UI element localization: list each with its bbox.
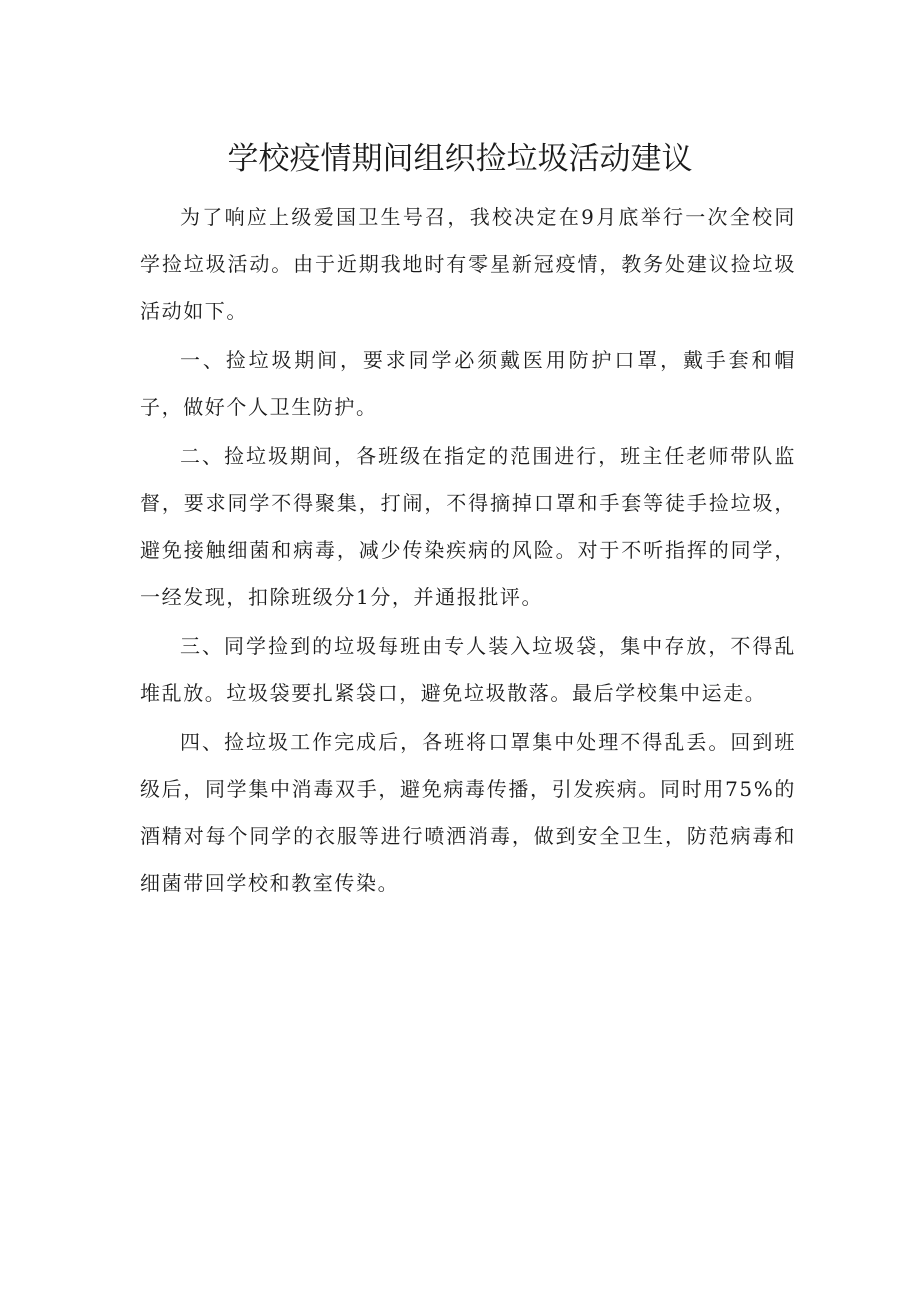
paragraph-intro: 为了响应上级爱国卫生号召，我校决定在9月底举行一次全校同学捡垃圾活动。由于近期我地时有零星新冠疫情，教务处建议捡垃圾活动如下。: [140, 205, 796, 323]
document-body: [140, 194, 796, 907]
paragraph-item-2: 二、捡垃圾期间，各班级在指定的范围进行，班主任老师带队监督，要求同学不得聚集，打闹，不得摘掉口罩和手套等徒手捡垃圾，避免接触细菌和病毒，减少传染疾病的风险。对于不听指挥的同学，一经发现，扣除班级分1分，并通报批评。: [140, 444, 796, 609]
paragraph-item-1: 一、捡垃圾期间，要求同学必须戴医用防护口罩，戴手套和帽子，做好个人卫生防护。: [140, 348, 796, 419]
paragraph-item-3: 三、同学捡到的垃圾每班由专人装入垃圾袋，集中存放，不得乱堆乱放。垃圾袋要扎紧袋口，避免垃圾散落。最后学校集中运走。: [140, 634, 796, 705]
document-title: 学校疫情期间组织捡垃圾活动建议: [227, 141, 693, 177]
paragraph-item-4: 四、捡垃圾工作完成后，各班将口罩集中处理不得乱丢。回到班级后，同学集中消毒双手，避免病毒传播，引发疾病。同时用75%的酒精对每个同学的衣服等进行喷洒消毒，做到安全卫生，防范病毒和细菌带回学校和教室传染。: [140, 730, 796, 895]
